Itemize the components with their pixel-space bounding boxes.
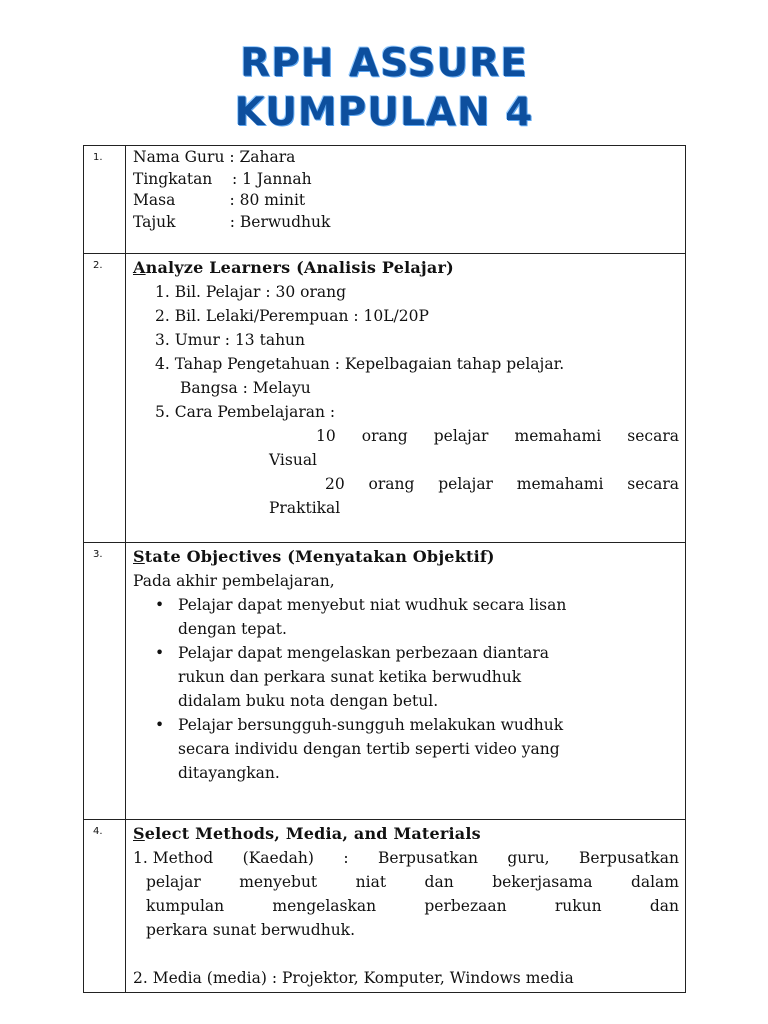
table-row xyxy=(84,254,686,543)
method-line: kumpulan mengelaskan perbezaan rukun dan xyxy=(146,897,679,915)
practical-label: Praktikal xyxy=(269,499,341,517)
method-line: pelajar menyebut niat dan bekerjasama dalam xyxy=(146,873,679,891)
document-title-line-1: RPH ASSURE xyxy=(240,41,528,86)
duration: Masa : 80 minit xyxy=(133,191,306,209)
objective-item-continuation: didalam buku nota dengan betul. xyxy=(178,692,439,710)
objective-item: • Pelajar dapat menyebut niat wudhuk secara lisan xyxy=(155,596,567,614)
section-heading: Analyze Learners (Analisis Pelajar) xyxy=(133,258,454,277)
list-item-continuation: Bangsa : Melayu xyxy=(180,379,311,397)
row-number: 4. xyxy=(84,820,126,993)
analyze-learners-cell xyxy=(126,254,686,543)
media-line: 2. Media (media) : Projektor, Komputer, Windows media xyxy=(133,969,574,987)
practical-learners-line: 20 orang pelajar memahami secara xyxy=(325,475,679,493)
method-line: perkara sunat berwudhuk. xyxy=(146,921,355,939)
document-title-line-2: KUMPULAN 4 xyxy=(234,90,534,135)
visual-learners-line: 10 orang pelajar memahami secara xyxy=(316,427,679,445)
teacher-info-cell xyxy=(126,146,686,254)
table-row xyxy=(84,543,686,820)
method-line: 1. Method (Kaedah) : Berpusatkan guru, Berpusatkan xyxy=(133,849,679,867)
methods-media-cell xyxy=(126,820,686,993)
table-row xyxy=(84,820,686,993)
lesson-plan-table xyxy=(83,145,686,993)
list-item: 2. Bil. Lelaki/Perempuan : 10L/20P xyxy=(155,307,429,325)
objective-item: • Pelajar bersungguh-sungguh melakukan wudhuk xyxy=(155,716,564,734)
table-row xyxy=(84,146,686,254)
section-heading: Select Methods, Media, and Materials xyxy=(133,824,481,843)
objective-item-continuation: ditayangkan. xyxy=(178,764,280,782)
objective-item-continuation: dengan tepat. xyxy=(178,620,287,638)
list-item: 1. Bil. Pelajar : 30 orang xyxy=(155,283,347,301)
row-number: 3. xyxy=(84,543,126,820)
list-item: 4. Tahap Pengetahuan : Kepelbagaian tahap pelajar. xyxy=(155,355,565,373)
grade-level: Tingkatan : 1 Jannah xyxy=(133,169,312,188)
state-objectives-cell xyxy=(126,543,686,820)
objective-item-continuation: rukun dan perkara sunat ketika berwudhuk xyxy=(178,668,522,686)
objective-item: • Pelajar dapat mengelaskan perbezaan diantara xyxy=(155,644,549,662)
row-number: 1. xyxy=(84,146,126,254)
visual-label: Visual xyxy=(269,451,318,469)
blank-line xyxy=(133,942,679,966)
teacher-name: Nama Guru : Zahara xyxy=(133,148,296,166)
list-item: 5. Cara Pembelajaran : xyxy=(155,403,336,421)
list-item: 3. Umur : 13 tahun xyxy=(155,331,306,349)
intro-text: Pada akhir pembelajaran, xyxy=(133,572,335,590)
objective-item-continuation: secara individu dengan tertib seperti video yang xyxy=(178,740,560,758)
topic: Tajuk : Berwudhuk xyxy=(133,212,331,231)
row-number: 2. xyxy=(84,254,126,543)
section-heading: State Objectives (Menyatakan Objektif) xyxy=(133,547,495,566)
